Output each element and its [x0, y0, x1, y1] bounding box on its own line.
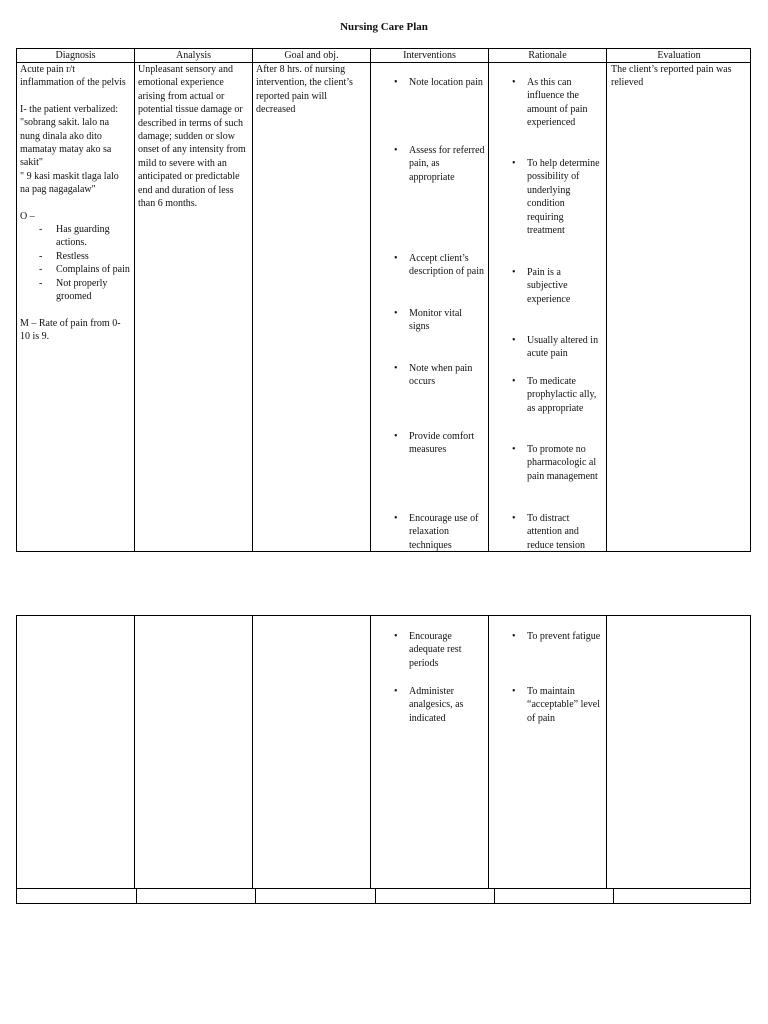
rationale-item: To medicate prophylactic ally, as appropriate [527, 376, 597, 414]
rationale-item: To distract attention and reduce tension [527, 513, 586, 551]
objective-item: - Restless [56, 250, 130, 263]
subjective-quote-1: "sobrang sakit. lalo na nung dinala ako dito mamatay matay ako sa sakit" [20, 117, 112, 169]
intervention-item: Monitor vital signs [409, 308, 463, 333]
table-footer-row [16, 888, 751, 904]
evaluation-text: The client’s reported pain was relieved [611, 64, 732, 89]
rationale-item: As this can influence the amount of pain experienced [527, 77, 588, 129]
intervention-item: Accept client’s description of pain [409, 253, 484, 278]
objective-list [56, 223, 130, 303]
header-rationale: Rationale [528, 50, 567, 61]
subjective-label: I- the patient verbalized: [20, 103, 119, 115]
header-diagnosis: Diagnosis [55, 50, 96, 61]
intervention-item: Note location pain [409, 77, 483, 88]
rationale-item: Pain is a subjective experience [527, 267, 571, 305]
intervention-item: Note when pain occurs [409, 363, 473, 388]
objective-item: - Not properly groomed [56, 277, 130, 304]
intervention-item: Assess for referred pain, as appropriate [409, 145, 485, 183]
rationale-item: To prevent fatigue [527, 631, 601, 642]
rationale-item: To maintain “acceptable” level of pain [527, 686, 600, 724]
header-goal: Goal and obj. [284, 50, 339, 61]
intervention-item: Administer analgesics, as indicated [409, 686, 464, 724]
diagnosis-cell [20, 63, 130, 343]
objective-item: - Has guarding actions. [56, 223, 130, 250]
rationale-item: To promote no pharmacologic al pain management [527, 444, 598, 482]
objective-label: O – [20, 210, 35, 222]
care-plan-table [16, 48, 751, 552]
diagnosis-main: Acute pain r/t inflammation of the pelvis [20, 64, 126, 89]
rationale-item: To help determine possibility of underlying condition requiring treatment [527, 158, 600, 237]
header-evaluation: Evaluation [657, 50, 701, 61]
document-title: Nursing Care Plan [340, 21, 428, 33]
intervention-item: Encourage adequate rest periods [409, 631, 462, 669]
header-analysis: Analysis [176, 50, 211, 61]
analysis-text: Unpleasant sensory and emotional experience arising from actual or potential tissue damage or described in terms of such damage; sudden or slow onset of any intensity from mild to severe with an anticipated or predictable end and duration of less than 6 months. [138, 64, 246, 210]
goal-text: After 8 hrs. of nursing intervention, the client’s reported pain will decreased [256, 64, 353, 116]
intervention-item: Provide comfort measures [409, 431, 475, 456]
subjective-quote-2: " 9 kasi maskit tlaga lalo na pag nagagalaw" [20, 170, 119, 196]
rationale-item: Usually altered in acute pain [527, 335, 599, 360]
intervention-item: Encourage use of relaxation techniques [409, 513, 479, 551]
measure-text: M – Rate of pain from 0-10 is 9. [20, 317, 121, 342]
header-interventions: Interventions [403, 50, 456, 61]
care-plan-table-continued [16, 615, 751, 889]
objective-item: - Complains of pain [56, 263, 130, 276]
